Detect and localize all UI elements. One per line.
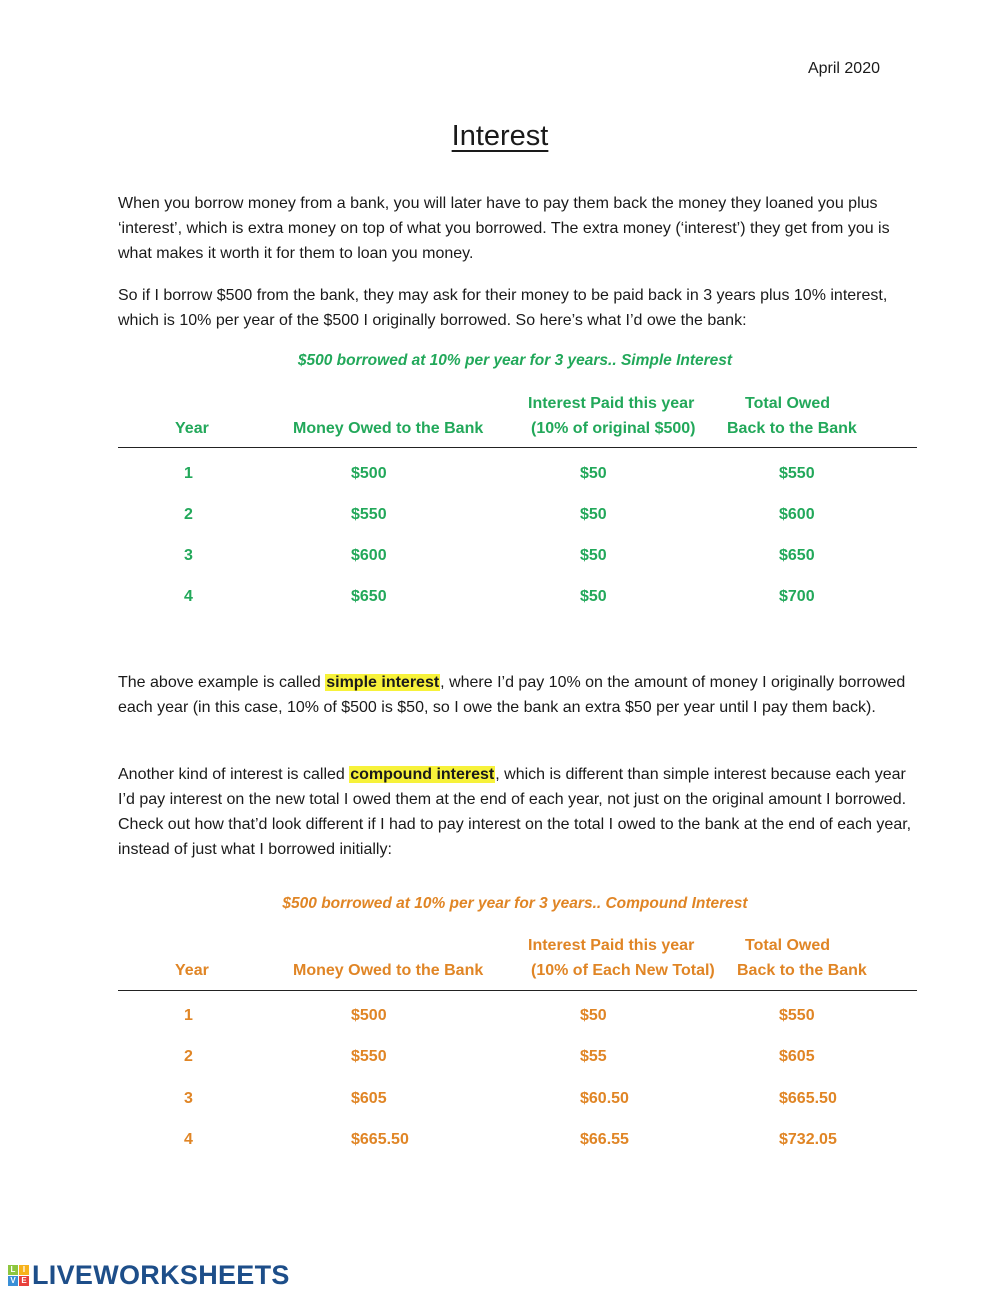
header-total-line1: Total Owed bbox=[745, 937, 831, 954]
table-header bbox=[118, 391, 917, 446]
cell-interest: $66.55 bbox=[580, 1131, 629, 1148]
header-money-owed: Money Owed to the Bank bbox=[293, 962, 484, 979]
table-row bbox=[118, 1131, 917, 1156]
cell-owed: $500 bbox=[351, 1007, 387, 1024]
highlight-compound-interest: compound interest bbox=[350, 766, 495, 783]
text: , where I’d pay 10% on the amount of money I originally borrowed each year (in this case, 10% of $500 is $50, so I owe the bank an extra $50 per year until I pay them back). bbox=[118, 674, 906, 716]
cell-interest: $50 bbox=[580, 506, 607, 523]
header-divider bbox=[118, 447, 917, 448]
cell-owed: $665.50 bbox=[351, 1131, 409, 1148]
cell-year: 3 bbox=[184, 547, 193, 564]
table-row bbox=[118, 465, 917, 490]
logo-block-e: E bbox=[19, 1276, 29, 1286]
header-interest-line2: (10% of Each New Total) bbox=[531, 962, 715, 979]
simple-interest-explanation bbox=[118, 670, 918, 720]
header-divider bbox=[118, 990, 917, 991]
cell-owed: $600 bbox=[351, 547, 387, 564]
simple-table-caption: $500 borrowed at 10% per year for 3 years.. Simple Interest bbox=[297, 352, 733, 369]
compound-interest-table bbox=[118, 933, 917, 1148]
cell-interest: $60.50 bbox=[580, 1090, 629, 1107]
header-interest-line2: (10% of original $500) bbox=[531, 420, 696, 437]
cell-year: 4 bbox=[184, 1131, 193, 1148]
header-interest-line1: Interest Paid this year bbox=[528, 937, 695, 954]
intro-paragraph-1: When you borrow money from a bank, you will later have to pay them back the money they loaned you plus ‘interest’, which is extra money on top of what you borrowed. The extra money (‘interest’) they get from you is what makes it worth it for them to loan you money. bbox=[118, 195, 890, 262]
logo-block-i: I bbox=[19, 1265, 29, 1275]
cell-total: $550 bbox=[779, 465, 815, 482]
simple-interest-table bbox=[118, 391, 917, 605]
header-year: Year bbox=[175, 420, 209, 437]
cell-year: 3 bbox=[184, 1090, 193, 1107]
cell-owed: $550 bbox=[351, 506, 387, 523]
cell-year: 1 bbox=[184, 465, 193, 482]
table-row bbox=[118, 588, 917, 613]
cell-interest: $50 bbox=[580, 1007, 607, 1024]
cell-total: $732.05 bbox=[779, 1131, 837, 1148]
logo-block-v: V bbox=[8, 1276, 18, 1286]
cell-year: 2 bbox=[184, 1048, 193, 1065]
cell-total: $600 bbox=[779, 506, 815, 523]
cell-year: 4 bbox=[184, 588, 193, 605]
table-row bbox=[118, 506, 917, 531]
cell-owed: $500 bbox=[351, 465, 387, 482]
text: , which is different than simple interest because each year I’d pay interest on the new total I owed them at the end of each year, not just on the original amount I borrowed. Check out how that’d look different if I had to pay interest on the total I owed to the bank at the end of each year, instead of just what I borrowed initially: bbox=[118, 766, 912, 858]
intro-paragraph-2: So if I borrow $500 from the bank, they may ask for their money to be paid back in 3 years plus 10% interest, which is 10% per year of the $500 I originally borrowed. So here’s what I’d owe the bank: bbox=[118, 287, 888, 329]
table-row bbox=[118, 1007, 917, 1032]
cell-total: $550 bbox=[779, 1007, 815, 1024]
header-interest-line1: Interest Paid this year bbox=[528, 395, 695, 412]
text: The above example is called bbox=[118, 674, 326, 691]
cell-owed: $650 bbox=[351, 588, 387, 605]
header-total-line2: Back to the Bank bbox=[727, 420, 857, 437]
table-row bbox=[118, 547, 917, 572]
cell-interest: $55 bbox=[580, 1048, 607, 1065]
logo-wordmark: LIVEWORKSHEETS bbox=[32, 1260, 290, 1290]
liveworksheets-logo[interactable] bbox=[8, 1260, 290, 1291]
cell-total: $650 bbox=[779, 547, 815, 564]
compound-interest-explanation bbox=[118, 762, 918, 862]
cell-owed: $605 bbox=[351, 1090, 387, 1107]
cell-interest: $50 bbox=[580, 547, 607, 564]
cell-year: 2 bbox=[184, 506, 193, 523]
page-title: Interest bbox=[451, 120, 549, 152]
cell-interest: $50 bbox=[580, 465, 607, 482]
cell-total: $605 bbox=[779, 1048, 815, 1065]
live-blocks-icon bbox=[8, 1265, 29, 1286]
header-year: Year bbox=[175, 962, 209, 979]
compound-table-caption: $500 borrowed at 10% per year for 3 years.. Compound Interest bbox=[282, 895, 748, 912]
table-row bbox=[118, 1090, 917, 1115]
cell-total: $665.50 bbox=[779, 1090, 837, 1107]
cell-owed: $550 bbox=[351, 1048, 387, 1065]
highlight-simple-interest: simple interest bbox=[326, 674, 440, 691]
text: Another kind of interest is called bbox=[118, 766, 350, 783]
table-row bbox=[118, 1048, 917, 1073]
cell-interest: $50 bbox=[580, 588, 607, 605]
header-total-line1: Total Owed bbox=[745, 395, 831, 412]
table-header bbox=[118, 933, 917, 988]
logo-block-l: L bbox=[8, 1265, 18, 1275]
date-label: April 2020 bbox=[807, 60, 880, 77]
header-money-owed: Money Owed to the Bank bbox=[293, 420, 484, 437]
cell-year: 1 bbox=[184, 1007, 193, 1024]
cell-total: $700 bbox=[779, 588, 815, 605]
header-total-line2: Back to the Bank bbox=[737, 962, 867, 979]
